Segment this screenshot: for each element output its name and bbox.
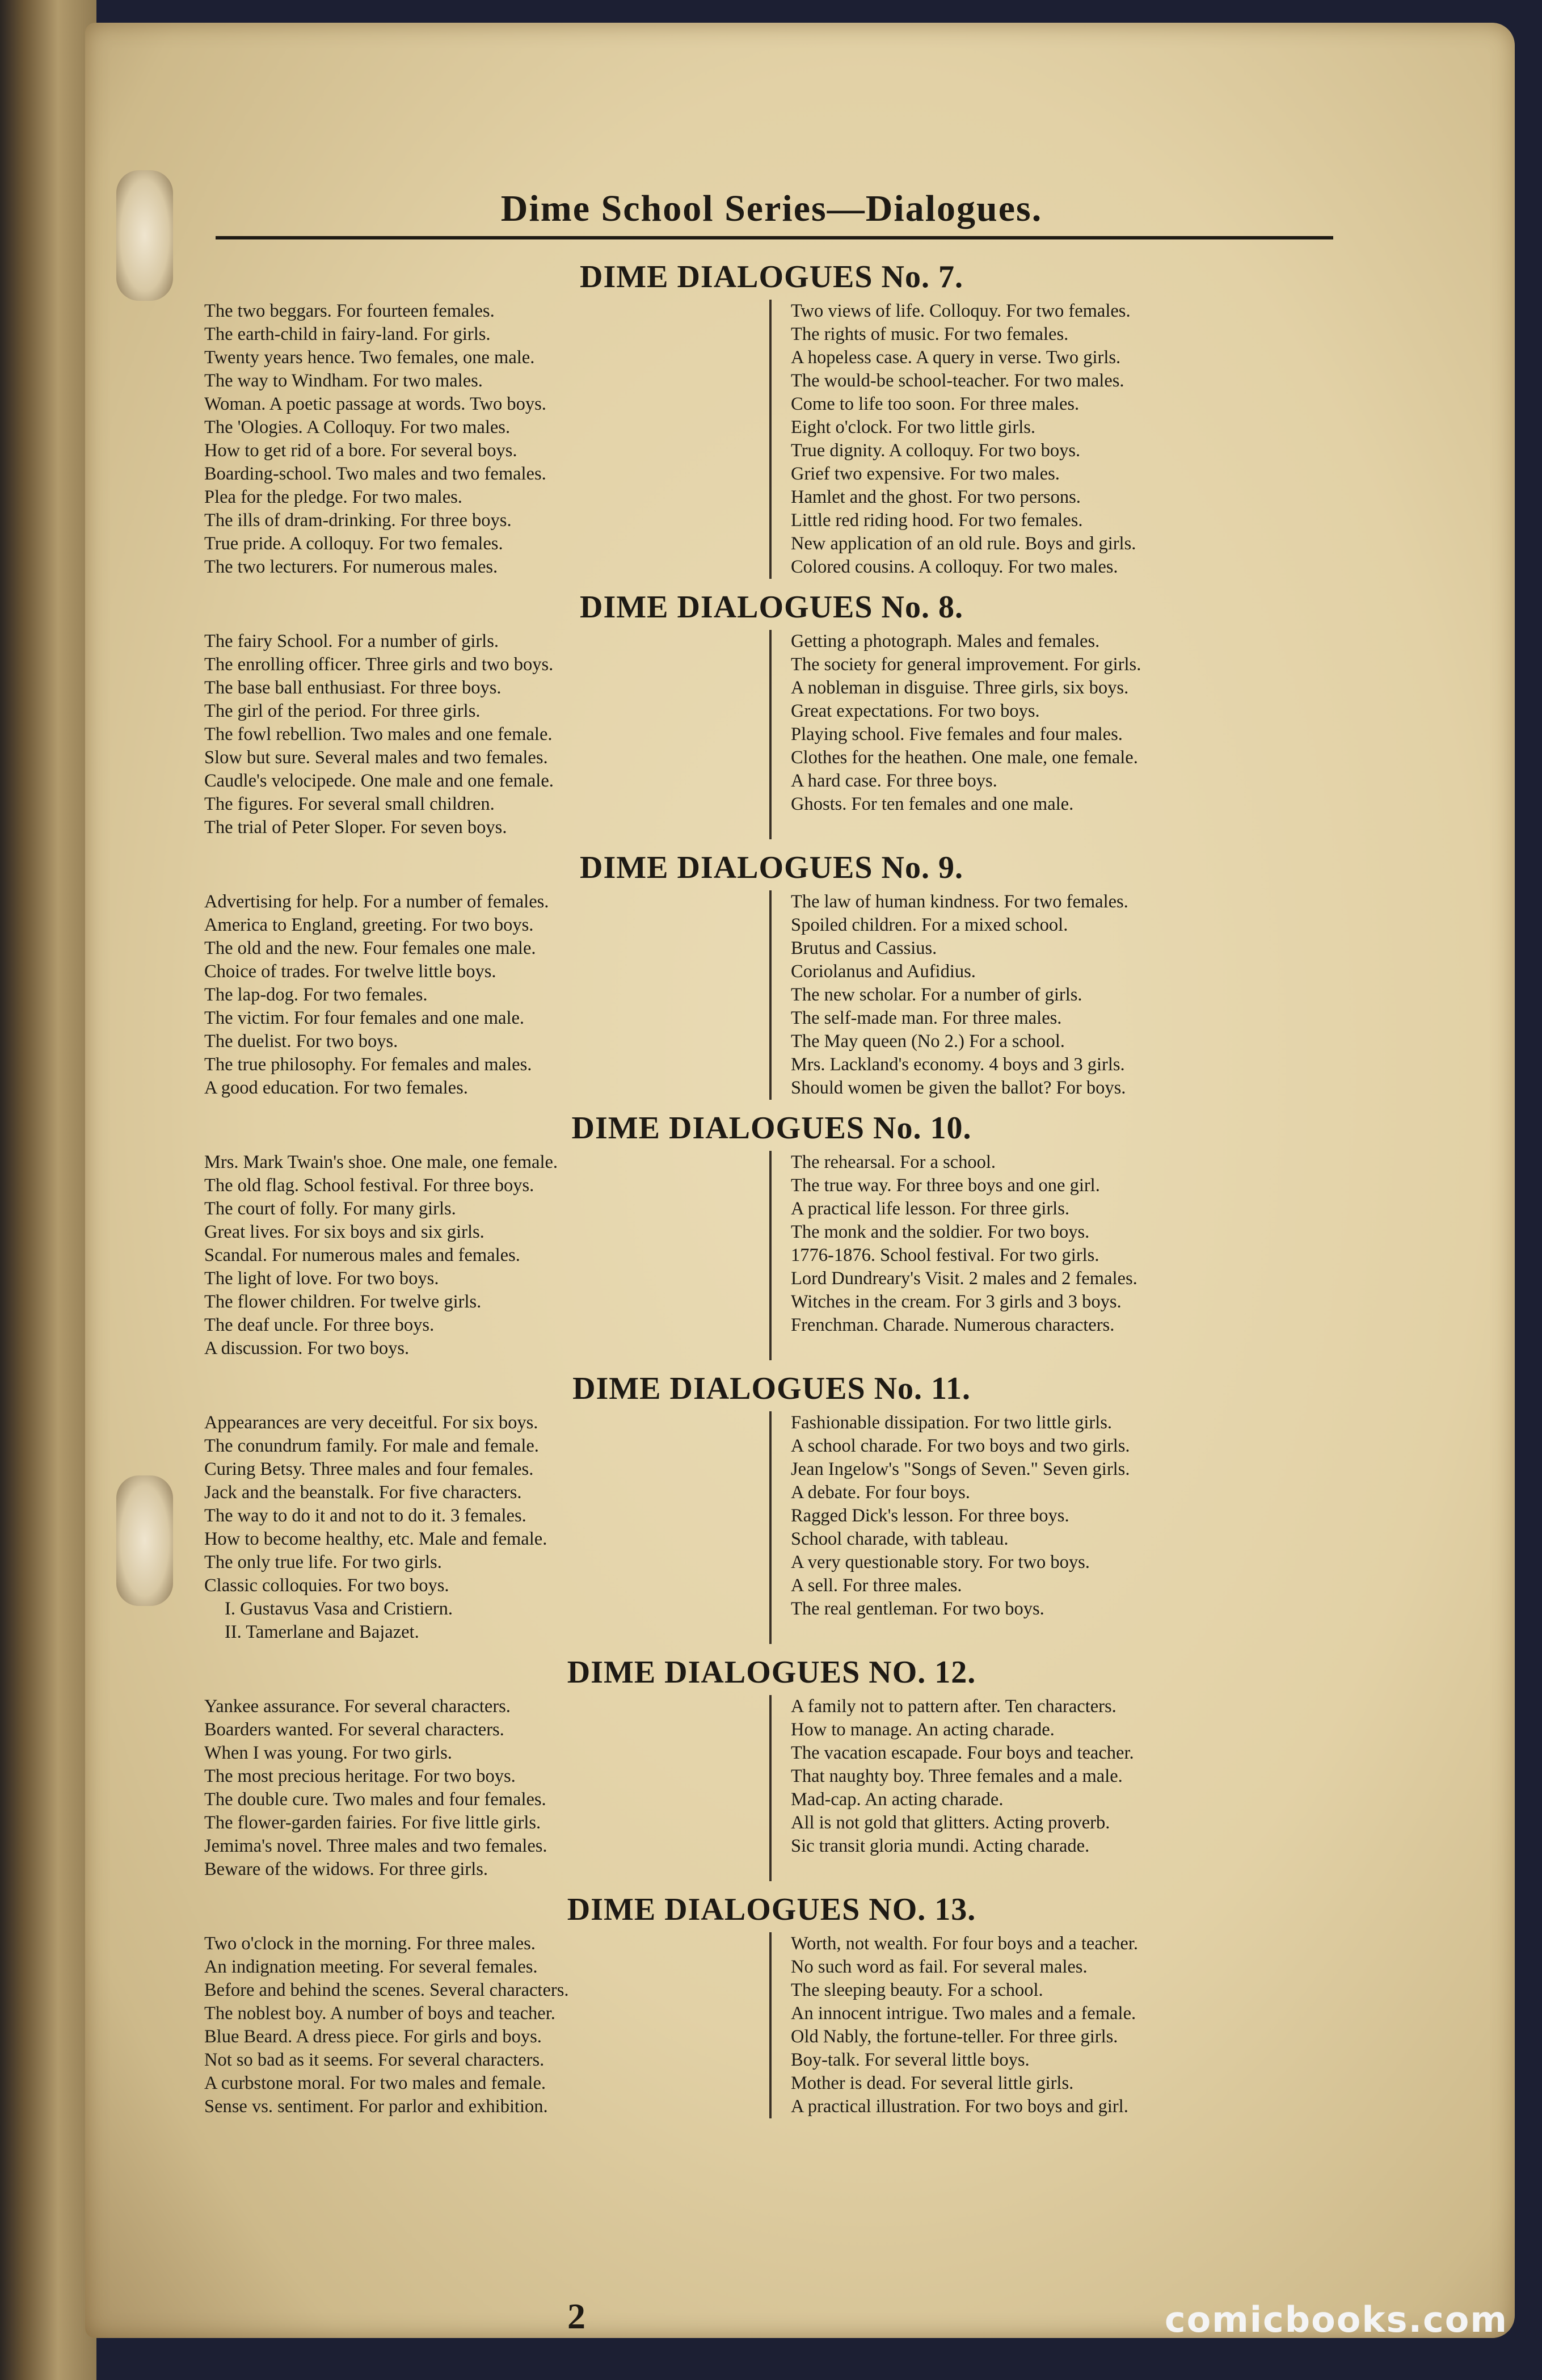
dialogue-item: Playing school. Five females and four males. bbox=[791, 724, 1123, 745]
dialogue-item: The old and the new. Four females one male. bbox=[204, 938, 536, 958]
dialogue-item: Blue Beard. A dress piece. For girls and boys. bbox=[204, 2026, 542, 2047]
dialogue-item: Lord Dundreary's Visit. 2 males and 2 females. bbox=[791, 1268, 1137, 1289]
dialogue-item: A nobleman in disguise. Three girls, six boys. bbox=[791, 678, 1129, 698]
dialogue-item: The deaf uncle. For three boys. bbox=[204, 1315, 435, 1335]
dialogue-section bbox=[204, 850, 1339, 1100]
dialogue-item: The noblest boy. A number of boys and teacher. bbox=[204, 2003, 555, 2024]
dialogue-item: Caudle's velocipede. One male and one female. bbox=[204, 771, 554, 791]
dialogue-item: The society for general improvement. For girls. bbox=[791, 654, 1141, 675]
dialogue-item: Beware of the widows. For three girls. bbox=[204, 1859, 488, 1879]
dialogue-item: The only true life. For two girls. bbox=[204, 1552, 442, 1572]
dialogue-item: The girl of the period. For three girls. bbox=[204, 701, 481, 721]
dialogue-item: How to become healthy, etc. Male and female. bbox=[204, 1529, 547, 1549]
dialogue-item: The two lecturers. For numerous males. bbox=[204, 557, 498, 577]
section-columns bbox=[204, 890, 1339, 1100]
dialogue-item: America to England, greeting. For two boys. bbox=[204, 915, 534, 935]
dialogue-item: A practical illustration. For two boys and girl. bbox=[791, 2096, 1128, 2117]
dialogue-item: A school charade. For two boys and two girls. bbox=[791, 1436, 1130, 1456]
dialogue-item: When I was young. For two girls. bbox=[204, 1743, 452, 1763]
dialogue-item: Coriolanus and Aufidius. bbox=[791, 961, 976, 982]
dialogue-item: Jack and the beanstalk. For five characters. bbox=[204, 1482, 522, 1503]
dialogue-item: No such word as fail. For several males. bbox=[791, 1957, 1088, 1977]
dialogue-item: The sleeping beauty. For a school. bbox=[791, 1980, 1043, 2000]
section-columns bbox=[204, 630, 1339, 839]
dialogue-item: The fowl rebellion. Two males and one female. bbox=[204, 724, 553, 745]
binding-ring-bottom bbox=[116, 1475, 173, 1606]
dialogue-item: The victim. For four females and one male. bbox=[204, 1008, 525, 1028]
dialogue-item: The trial of Peter Sloper. For seven boys. bbox=[204, 817, 507, 838]
section-title: DIME DIALOGUES NO. 12. bbox=[567, 1655, 976, 1690]
dialogue-item: Ghosts. For ten females and one male. bbox=[791, 794, 1074, 814]
section-columns bbox=[204, 1411, 1339, 1644]
dialogue-item: An innocent intrigue. Two males and a female. bbox=[791, 2003, 1136, 2024]
dialogue-item: The real gentleman. For two boys. bbox=[791, 1599, 1044, 1619]
dialogue-item: Mother is dead. For several little girls. bbox=[791, 2073, 1074, 2093]
dialogue-item: A hopeless case. A query in verse. Two girls. bbox=[791, 347, 1121, 368]
header-rule bbox=[216, 236, 1333, 239]
dialogue-item: The earth-child in fairy-land. For girls. bbox=[204, 324, 491, 344]
dialogue-item: Advertising for help. For a number of females. bbox=[204, 892, 549, 912]
dialogue-item: Boarding-school. Two males and two females. bbox=[204, 464, 546, 484]
dialogue-sections bbox=[204, 259, 1339, 2118]
dialogue-item: How to manage. An acting charade. bbox=[791, 1719, 1055, 1740]
dialogue-item: The vacation escapade. Four boys and teacher. bbox=[791, 1743, 1134, 1763]
dialogue-item: The law of human kindness. For two females. bbox=[791, 892, 1128, 912]
dialogue-item: The May queen (No 2.) For a school. bbox=[791, 1031, 1065, 1052]
dialogue-item: The conundrum family. For male and female. bbox=[204, 1436, 539, 1456]
watermark: comicbooks.com bbox=[1164, 2299, 1508, 2340]
dialogue-subitem: I. Gustavus Vasa and Cristiern. bbox=[225, 1599, 453, 1619]
left-column bbox=[204, 1932, 772, 2118]
left-column bbox=[204, 630, 772, 839]
dialogue-subitem: II. Tamerlane and Bajazet. bbox=[225, 1622, 419, 1642]
page-number: 2 bbox=[567, 2296, 585, 2336]
dialogue-item: The way to Windham. For two males. bbox=[204, 371, 483, 391]
dialogue-item: Fashionable dissipation. For two little girls. bbox=[791, 1412, 1113, 1433]
dialogue-item: Come to life too soon. For three males. bbox=[791, 394, 1080, 414]
dialogue-item: Little red riding hood. For two females. bbox=[791, 510, 1083, 531]
dialogue-item: Brutus and Cassius. bbox=[791, 938, 937, 958]
dialogue-item: Old Nably, the fortune-teller. For three girls. bbox=[791, 2026, 1118, 2047]
dialogue-item: The 'Ologies. A Colloquy. For two males. bbox=[204, 417, 511, 438]
dialogue-item: Boarders wanted. For several characters. bbox=[204, 1719, 504, 1740]
dialogue-item: The way to do it and not to do it. 3 females. bbox=[204, 1506, 526, 1526]
dialogue-item: The rehearsal. For a school. bbox=[791, 1152, 996, 1172]
dialogue-item: The old flag. School festival. For three boys. bbox=[204, 1175, 534, 1196]
right-column bbox=[772, 630, 1339, 839]
dialogue-item: The figures. For several small children. bbox=[204, 794, 495, 814]
left-column bbox=[204, 890, 772, 1100]
dialogue-item: Yankee assurance. For several characters. bbox=[204, 1696, 511, 1717]
right-column bbox=[772, 1932, 1339, 2118]
dialogue-item: A curbstone moral. For two males and female. bbox=[204, 2073, 546, 2093]
section-title: DIME DIALOGUES No. 10. bbox=[571, 1111, 972, 1146]
dialogue-item: The duelist. For two boys. bbox=[204, 1031, 398, 1052]
dialogue-item: Mad-cap. An acting charade. bbox=[791, 1789, 1004, 1810]
binding-ring-top bbox=[116, 170, 173, 301]
page-header: Dime School Series—Dialogues. bbox=[500, 188, 1043, 229]
dialogue-item: A discussion. For two boys. bbox=[204, 1338, 410, 1359]
dialogue-item: Jean Ingelow's "Songs of Seven." Seven girls. bbox=[791, 1459, 1130, 1479]
dialogue-item: The flower children. For twelve girls. bbox=[204, 1292, 482, 1312]
dialogue-item: New application of an old rule. Boys and girls. bbox=[791, 533, 1136, 554]
dialogue-item: Hamlet and the ghost. For two persons. bbox=[791, 487, 1081, 507]
dialogue-item: The self-made man. For three males. bbox=[791, 1008, 1062, 1028]
dialogue-item: A hard case. For three boys. bbox=[791, 771, 997, 791]
dialogue-section bbox=[204, 1654, 1339, 1881]
dialogue-item: Should women be given the ballot? For boys. bbox=[791, 1078, 1126, 1098]
dialogue-item: Worth, not wealth. For four boys and a teacher. bbox=[791, 1933, 1139, 1954]
book-spine bbox=[0, 0, 96, 2380]
dialogue-item: Witches in the cream. For 3 girls and 3 boys. bbox=[791, 1292, 1122, 1312]
dialogue-item: The true way. For three boys and one girl. bbox=[791, 1175, 1100, 1196]
section-columns bbox=[204, 1151, 1339, 1360]
dialogue-item: Great lives. For six boys and six girls. bbox=[204, 1222, 484, 1242]
right-column bbox=[772, 890, 1339, 1100]
dialogue-item: A sell. For three males. bbox=[791, 1575, 962, 1596]
dialogue-item: Boy-talk. For several little boys. bbox=[791, 2050, 1030, 2070]
section-columns bbox=[204, 1932, 1339, 2118]
section-columns bbox=[204, 1695, 1339, 1881]
dialogue-item: Appearances are very deceitful. For six boys. bbox=[204, 1412, 538, 1433]
dialogue-item: How to get rid of a bore. For several boys. bbox=[204, 440, 517, 461]
dialogue-item: The ills of dram-drinking. For three boys. bbox=[204, 510, 512, 531]
section-columns bbox=[204, 300, 1339, 579]
dialogue-item: Classic colloquies. For two boys. bbox=[204, 1575, 449, 1596]
dialogue-item: All is not gold that glitters. Acting proverb. bbox=[791, 1813, 1110, 1833]
dialogue-section bbox=[204, 1370, 1339, 1644]
dialogue-item: The lap-dog. For two females. bbox=[204, 985, 428, 1005]
section-title: DIME DIALOGUES NO. 13. bbox=[567, 1892, 976, 1927]
left-column bbox=[204, 300, 772, 579]
dialogue-item: The rights of music. For two females. bbox=[791, 324, 1069, 344]
dialogue-item: The new scholar. For a number of girls. bbox=[791, 985, 1082, 1005]
dialogue-item: Mrs. Mark Twain's shoe. One male, one female. bbox=[204, 1152, 558, 1172]
dialogue-item: The would-be school-teacher. For two males. bbox=[791, 371, 1124, 391]
dialogue-item: Grief two expensive. For two males. bbox=[791, 464, 1060, 484]
dialogue-item: Colored cousins. A colloquy. For two males. bbox=[791, 557, 1118, 577]
dialogue-item: A family not to pattern after. Ten characters. bbox=[791, 1696, 1117, 1717]
dialogue-item: School charade, with tableau. bbox=[791, 1529, 1009, 1549]
section-title: DIME DIALOGUES No. 7. bbox=[580, 259, 963, 295]
dialogue-item: Twenty years hence. Two females, one male. bbox=[204, 347, 535, 368]
dialogue-item: The enrolling officer. Three girls and two boys. bbox=[204, 654, 554, 675]
section-title: DIME DIALOGUES No. 8. bbox=[580, 590, 963, 625]
dialogue-item: Two o'clock in the morning. For three males. bbox=[204, 1933, 536, 1954]
dialogue-item: The two beggars. For fourteen females. bbox=[204, 301, 495, 321]
dialogue-section bbox=[204, 589, 1339, 839]
dialogue-item: Frenchman. Charade. Numerous characters. bbox=[791, 1315, 1115, 1335]
dialogue-item: Not so bad as it seems. For several characters. bbox=[204, 2050, 545, 2070]
dialogue-item: Ragged Dick's lesson. For three boys. bbox=[791, 1506, 1069, 1526]
dialogue-item: The flower-garden fairies. For five little girls. bbox=[204, 1813, 541, 1833]
dialogue-item: The true philosophy. For females and males. bbox=[204, 1054, 532, 1075]
dialogue-item: Clothes for the heathen. One male, one female. bbox=[791, 747, 1138, 768]
dialogue-item: The double cure. Two males and four females. bbox=[204, 1789, 546, 1810]
dialogue-item: A very questionable story. For two boys. bbox=[791, 1552, 1090, 1572]
dialogue-item: The light of love. For two boys. bbox=[204, 1268, 439, 1289]
dialogue-item: Jemima's novel. Three males and two females. bbox=[204, 1836, 547, 1856]
left-column bbox=[204, 1695, 772, 1881]
dialogue-item: The fairy School. For a number of girls. bbox=[204, 631, 499, 651]
dialogue-item: Getting a photograph. Males and females. bbox=[791, 631, 1100, 651]
dialogue-item: Mrs. Lackland's economy. 4 boys and 3 girls. bbox=[791, 1054, 1125, 1075]
dialogue-item: Eight o'clock. For two little girls. bbox=[791, 417, 1036, 438]
left-column bbox=[204, 1151, 772, 1360]
right-column bbox=[772, 1695, 1339, 1881]
right-column bbox=[772, 1151, 1339, 1360]
dialogue-item: The monk and the soldier. For two boys. bbox=[791, 1222, 1090, 1242]
dialogue-section bbox=[204, 259, 1339, 579]
dialogue-item: True dignity. A colloquy. For two boys. bbox=[791, 440, 1081, 461]
section-title: DIME DIALOGUES No. 9. bbox=[580, 850, 963, 885]
dialogue-item: Great expectations. For two boys. bbox=[791, 701, 1040, 721]
dialogue-item: Curing Betsy. Three males and four females. bbox=[204, 1459, 534, 1479]
left-column bbox=[204, 1411, 772, 1644]
right-column bbox=[772, 1411, 1339, 1644]
dialogue-item: Woman. A poetic passage at words. Two boys. bbox=[204, 394, 546, 414]
dialogue-item: A practical life lesson. For three girls. bbox=[791, 1199, 1069, 1219]
dialogue-item: Spoiled children. For a mixed school. bbox=[791, 915, 1068, 935]
dialogue-item: That naughty boy. Three females and a male. bbox=[791, 1766, 1123, 1786]
dialogue-item: Sic transit gloria mundi. Acting charade. bbox=[791, 1836, 1090, 1856]
dialogue-item: 1776-1876. School festival. For two girls. bbox=[791, 1245, 1099, 1265]
dialogue-section bbox=[204, 1110, 1339, 1360]
dialogue-item: A debate. For four boys. bbox=[791, 1482, 970, 1503]
dialogue-item: Choice of trades. For twelve little boys. bbox=[204, 961, 496, 982]
page-content bbox=[204, 187, 1339, 2129]
dialogue-item: A good education. For two females. bbox=[204, 1078, 468, 1098]
dialogue-item: Slow but sure. Several males and two females. bbox=[204, 747, 548, 768]
dialogue-item: Plea for the pledge. For two males. bbox=[204, 487, 462, 507]
right-column bbox=[772, 300, 1339, 579]
dialogue-item: The court of folly. For many girls. bbox=[204, 1199, 456, 1219]
dialogue-section bbox=[204, 1891, 1339, 2118]
dialogue-item: Two views of life. Colloquy. For two females. bbox=[791, 301, 1131, 321]
dialogue-item: An indignation meeting. For several females. bbox=[204, 1957, 538, 1977]
dialogue-item: Sense vs. sentiment. For parlor and exhibition. bbox=[204, 2096, 548, 2117]
dialogue-item: Before and behind the scenes. Several characters. bbox=[204, 1980, 569, 2000]
dialogue-item: True pride. A colloquy. For two females. bbox=[204, 533, 503, 554]
dialogue-item: Scandal. For numerous males and females. bbox=[204, 1245, 520, 1265]
dialogue-item: The base ball enthusiast. For three boys. bbox=[204, 678, 502, 698]
dialogue-item: The most precious heritage. For two boys. bbox=[204, 1766, 516, 1786]
section-title: DIME DIALOGUES No. 11. bbox=[572, 1371, 971, 1406]
